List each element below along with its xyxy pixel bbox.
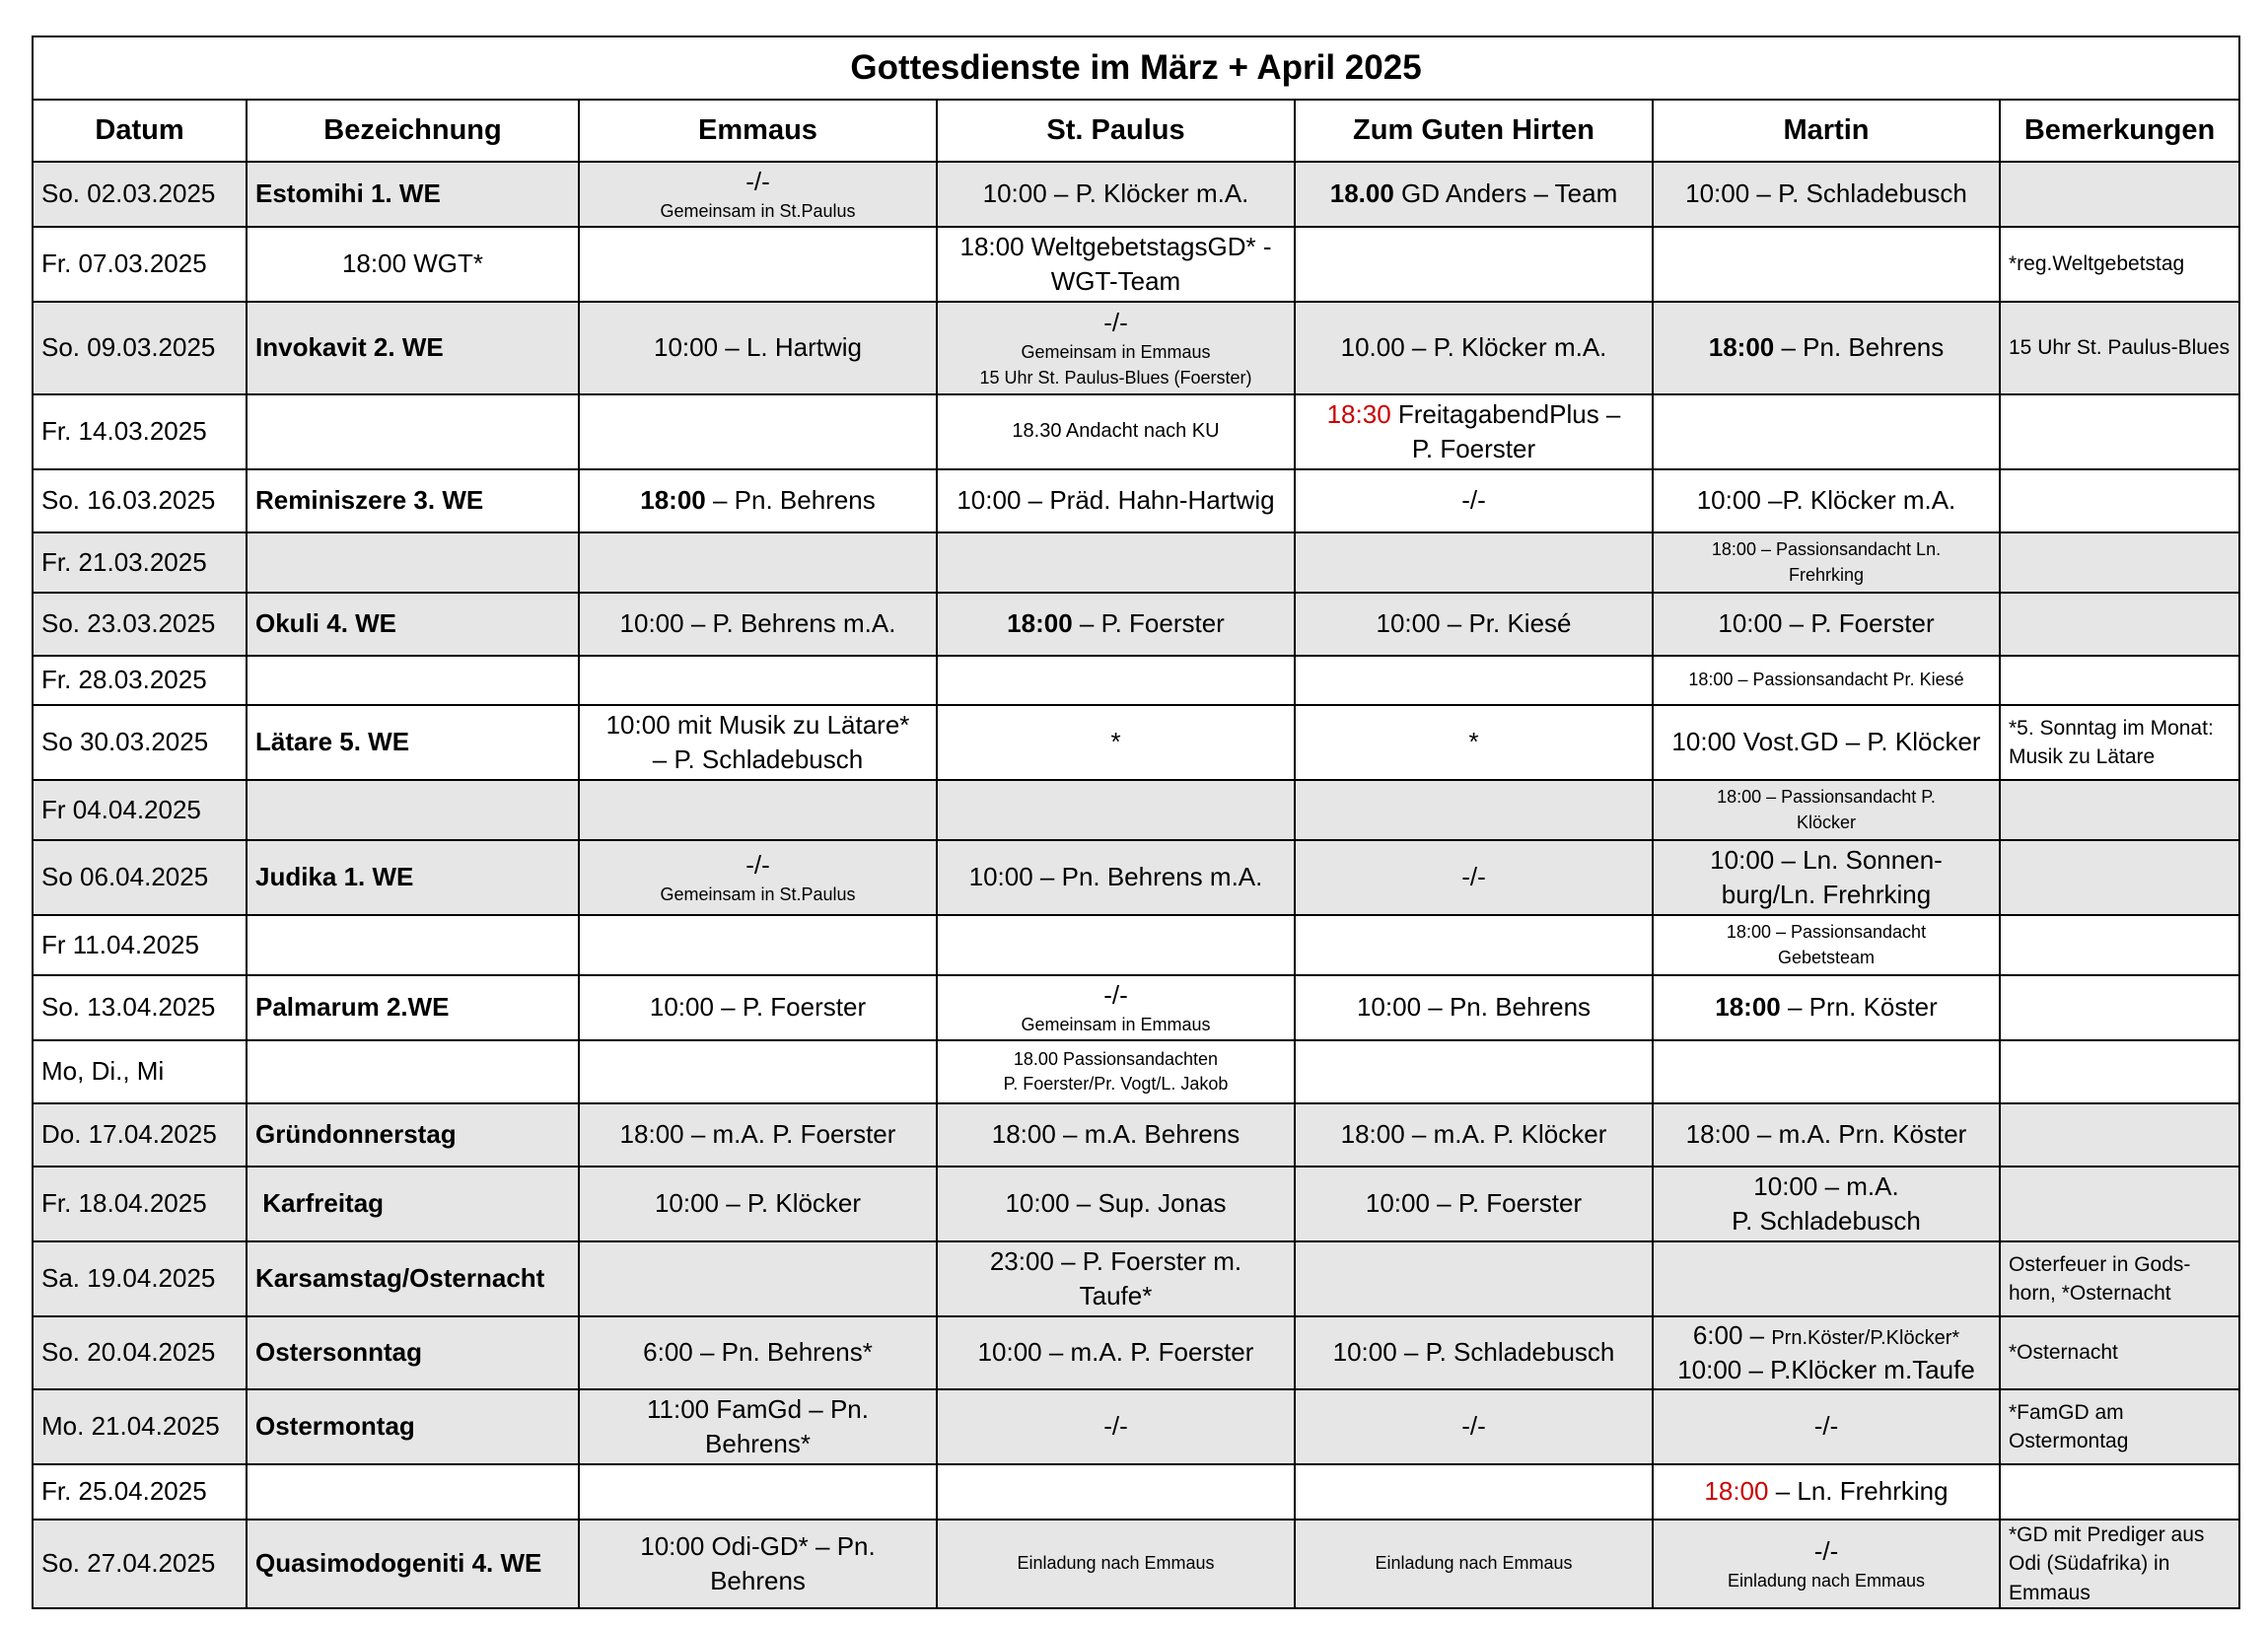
time-bold: 18:00: [1708, 332, 1775, 363]
service-text: -/-: [1103, 308, 1128, 338]
st-paulus-cell: -/-: [937, 1389, 1295, 1464]
name-cell: [247, 915, 579, 975]
martin-cell: [1653, 1241, 2000, 1316]
table-row: [33, 1520, 2239, 1608]
service-text: 6:00 –: [1692, 1319, 1772, 1350]
remark-cell: *5. Sonntag im Monat: Musik zu Lätare: [2000, 705, 2239, 780]
service-schedule-table: [32, 35, 2240, 1609]
remark-cell: [2000, 532, 2239, 593]
remark-cell: [2000, 975, 2239, 1040]
service-text: -/-: [1103, 979, 1128, 1010]
st-paulus-cell: [937, 1040, 1295, 1103]
table-row: [33, 302, 2239, 394]
time-bold: 18:00: [1007, 608, 1073, 639]
name-cell: 18:00 WGT*: [247, 227, 579, 302]
name-cell: Ostermontag: [247, 1389, 579, 1464]
date-cell: So. 09.03.2025: [33, 302, 247, 394]
st-paulus-cell: 10:00 – Sup. Jonas: [937, 1167, 1295, 1241]
service-text: 23:00 – P. Foerster m.: [989, 1245, 1242, 1276]
remark-cell: [2000, 1167, 2239, 1241]
name-cell: [247, 780, 579, 840]
martin-cell: [1653, 1316, 2000, 1389]
service-note: Gebetsteam: [1777, 947, 1876, 967]
time-red: 18:30: [1326, 398, 1391, 429]
table-row: [33, 1241, 2239, 1316]
table-row: [33, 780, 2239, 840]
name-cell: Palmarum 2.WE: [247, 975, 579, 1040]
emmaus-cell: [579, 162, 937, 227]
martin-cell: [1653, 840, 2000, 915]
remark-cell: 15 Uhr St. Paulus-Blues: [2000, 302, 2239, 394]
service-text: 18:00 WeltgebetstagsGD* -: [959, 231, 1272, 261]
service-text: – Prn. Köster: [1780, 992, 1938, 1023]
table-row: [33, 469, 2239, 532]
emmaus-cell: [579, 532, 937, 593]
emmaus-cell: [579, 1040, 937, 1103]
remark-cell: *Osternacht: [2000, 1316, 2239, 1389]
service-text: GD Anders – Team: [1393, 178, 1618, 209]
table-row: [33, 227, 2239, 302]
service-note: 18:00 – Passionsandacht Ln.: [1711, 539, 1942, 560]
service-text: 10:00 – Ln. Sonnen-: [1710, 844, 1943, 875]
date-cell: So. 27.04.2025: [33, 1520, 247, 1608]
st-paulus-cell: [937, 780, 1295, 840]
time-bold: 18:00: [640, 485, 706, 516]
date-cell: So 06.04.2025: [33, 840, 247, 915]
emmaus-note: Gemeinsam in St.Paulus: [660, 884, 856, 905]
table-row: [33, 593, 2239, 656]
martin-cell: 10:00 –P. Klöcker m.A.: [1653, 469, 2000, 532]
service-text: -/-: [1813, 1535, 1839, 1566]
emmaus-note: Gemeinsam in St.Paulus: [660, 201, 856, 222]
service-note: Einladung nach Emmaus: [1017, 1553, 1215, 1574]
guten-hirten-cell: *: [1295, 705, 1653, 780]
column-header-bezeichnung: Bezeichnung: [247, 100, 579, 162]
service-note: Einladung nach Emmaus: [1375, 1553, 1573, 1574]
emmaus-cell: 10:00 – P. Foerster: [579, 975, 937, 1040]
date-cell: Fr. 28.03.2025: [33, 656, 247, 705]
name-cell: Karsamstag/Osternacht: [247, 1241, 579, 1316]
st-paulus-cell: [937, 975, 1295, 1040]
service-text: Behrens: [710, 1566, 806, 1596]
name-cell: Ostersonntag: [247, 1316, 579, 1389]
remark-cell: [2000, 162, 2239, 227]
martin-cell: [1653, 1040, 2000, 1103]
date-cell: Fr 04.04.2025: [33, 780, 247, 840]
date-cell: Fr. 25.04.2025: [33, 1464, 247, 1520]
date-cell: Sa. 19.04.2025: [33, 1241, 247, 1316]
time-bold: 18.00: [1329, 178, 1394, 209]
emmaus-cell: 10:00 – P. Behrens m.A.: [579, 593, 937, 656]
name-cell: Gründonnerstag: [247, 1103, 579, 1167]
martin-cell: [1653, 227, 2000, 302]
guten-hirten-cell: 10.00 – P. Klöcker m.A.: [1295, 302, 1653, 394]
guten-hirten-cell: 10:00 – P. Foerster: [1295, 1167, 1653, 1241]
name-cell: Reminiszere 3. WE: [247, 469, 579, 532]
guten-hirten-cell: [1295, 394, 1653, 469]
date-cell: Mo, Di., Mi: [33, 1040, 247, 1103]
emmaus-cell: [579, 394, 937, 469]
emmaus-cell: [579, 1389, 937, 1464]
st-paulus-cell: [937, 1520, 1295, 1608]
guten-hirten-cell: [1295, 780, 1653, 840]
martin-cell: [1653, 1464, 2000, 1520]
service-note: Frehrking: [1788, 564, 1865, 585]
martin-cell: [1653, 1520, 2000, 1608]
st-paulus-cell: 10:00 – P. Klöcker m.A.: [937, 162, 1295, 227]
service-text: P. Foerster: [1411, 434, 1536, 463]
st-paulus-cell: *: [937, 705, 1295, 780]
guten-hirten-cell: [1295, 915, 1653, 975]
guten-hirten-cell: 18:00 – m.A. P. Klöcker: [1295, 1103, 1653, 1167]
date-cell: Fr. 07.03.2025: [33, 227, 247, 302]
guten-hirten-cell: 10:00 – P. Schladebusch: [1295, 1316, 1653, 1389]
st-paulus-cell: [937, 656, 1295, 705]
emmaus-cell: [579, 840, 937, 915]
service-text: Taufe*: [1079, 1281, 1153, 1310]
date-cell: So. 13.04.2025: [33, 975, 247, 1040]
emmaus-cell: [579, 915, 937, 975]
st-paulus-cell: [937, 1241, 1295, 1316]
service-text: burg/Ln. Frehrking: [1721, 880, 1932, 909]
emmaus-cell: 10:00 – P. Klöcker: [579, 1167, 937, 1241]
remark-cell: [2000, 840, 2239, 915]
date-cell: Fr. 21.03.2025: [33, 532, 247, 593]
guten-hirten-cell: -/-: [1295, 840, 1653, 915]
remark-cell: [2000, 593, 2239, 656]
date-cell: So. 02.03.2025: [33, 162, 247, 227]
st-paulus-cell: [937, 532, 1295, 593]
service-note: 15 Uhr St. Paulus-Blues (Foerster): [979, 367, 1252, 388]
service-text: 11:00 FamGd – Pn.: [647, 1393, 869, 1424]
martin-cell: -/-: [1653, 1389, 2000, 1464]
remark-cell: [2000, 1103, 2239, 1167]
guten-hirten-cell: [1295, 1464, 1653, 1520]
martin-cell: [1653, 656, 2000, 705]
service-note: Gemeinsam in Emmaus: [1021, 342, 1211, 363]
emmaus-cell: [579, 469, 937, 532]
emmaus-cell: [579, 656, 937, 705]
st-paulus-cell: 18.30 Andacht nach KU: [937, 394, 1295, 469]
time-bold: 18:00: [1715, 992, 1781, 1023]
emmaus-cell: 6:00 – Pn. Behrens*: [579, 1316, 937, 1389]
name-cell: [247, 394, 579, 469]
guten-hirten-cell: -/-: [1295, 469, 1653, 532]
date-cell: So. 20.04.2025: [33, 1316, 247, 1389]
column-header-emmaus: Emmaus: [579, 100, 937, 162]
table-row: [33, 1316, 2239, 1389]
service-note: Einladung nach Emmaus: [1727, 1571, 1926, 1592]
emmaus-cell: [579, 1520, 937, 1608]
remark-cell: [2000, 469, 2239, 532]
column-header-zum-guten-hirten: Zum Guten Hirten: [1295, 100, 1653, 162]
remark-cell: [2000, 915, 2239, 975]
service-note: 18:00 – Passionsandacht P.: [1717, 787, 1936, 808]
emmaus-cell: 18:00 – m.A. P. Foerster: [579, 1103, 937, 1167]
table-row: [33, 1464, 2239, 1520]
emmaus-cell: [579, 1241, 937, 1316]
date-cell: Do. 17.04.2025: [33, 1103, 247, 1167]
guten-hirten-cell: [1295, 532, 1653, 593]
column-header-martin: Martin: [1653, 100, 2000, 162]
martin-cell: [1653, 915, 2000, 975]
table-row: [33, 1167, 2239, 1241]
guten-hirten-cell: -/-: [1295, 1389, 1653, 1464]
guten-hirten-cell: 10:00 – Pn. Behrens: [1295, 975, 1653, 1040]
st-paulus-cell: 10:00 – Pn. Behrens m.A.: [937, 840, 1295, 915]
service-text: – P. Schladebusch: [652, 744, 864, 774]
st-paulus-cell: [937, 1464, 1295, 1520]
service-note: 18:00 – Passionsandacht Pr. Kiesé: [1688, 670, 1964, 690]
name-cell: Okuli 4. WE: [247, 593, 579, 656]
st-paulus-cell: [937, 227, 1295, 302]
emmaus-cell: [579, 1464, 937, 1520]
service-note: Klöcker: [1796, 812, 1857, 832]
name-cell: Judika 1. WE: [247, 840, 579, 915]
service-text: P. Schladebusch: [1732, 1206, 1921, 1236]
service-text: – Pn. Behrens: [1774, 332, 1945, 363]
table-row: [33, 1040, 2239, 1103]
remark-cell: [2000, 780, 2239, 840]
remark-cell: [2000, 656, 2239, 705]
emmaus-text: -/-: [745, 166, 770, 196]
st-paulus-cell: 18:00 – m.A. Behrens: [937, 1103, 1295, 1167]
service-text: 10:00 – P.Klöcker m.Taufe: [1677, 1355, 1975, 1384]
time-red: 18:00: [1704, 1476, 1769, 1507]
table-row: [33, 162, 2239, 227]
name-cell: Quasimodogeniti 4. WE: [247, 1520, 579, 1608]
martin-cell: [1653, 394, 2000, 469]
st-paulus-cell: [937, 593, 1295, 656]
column-header-st-paulus: St. Paulus: [937, 100, 1295, 162]
remark-cell: *FamGD am Ostermontag: [2000, 1389, 2239, 1464]
st-paulus-cell: [937, 915, 1295, 975]
emmaus-cell: [579, 227, 937, 302]
service-note: 18:00 – Passionsandacht: [1726, 922, 1927, 943]
remark-cell: [2000, 394, 2239, 469]
table-row: [33, 394, 2239, 469]
service-note: 18.00 Passionsandachten: [1013, 1048, 1219, 1069]
martin-cell: [1653, 532, 2000, 593]
martin-cell: [1653, 780, 2000, 840]
name-cell: [247, 532, 579, 593]
martin-cell: [1653, 975, 2000, 1040]
guten-hirten-cell: [1295, 1241, 1653, 1316]
column-header-bemerkungen: Bemerkungen: [2000, 100, 2239, 162]
table-row: [33, 1103, 2239, 1167]
name-cell: [247, 656, 579, 705]
service-note: Gemeinsam in Emmaus: [1021, 1015, 1211, 1035]
remark-cell: [2000, 1464, 2239, 1520]
date-cell: So. 16.03.2025: [33, 469, 247, 532]
service-text: – Ln. Frehrking: [1768, 1476, 1949, 1507]
service-text: – Pn. Behrens: [705, 485, 876, 516]
remark-cell: Osterfeuer in Gods-horn, *Osternacht: [2000, 1241, 2239, 1316]
date-cell: So. 23.03.2025: [33, 593, 247, 656]
table-row: [33, 1389, 2239, 1464]
guten-hirten-cell: [1295, 1040, 1653, 1103]
guten-hirten-cell: 10:00 – Pr. Kiesé: [1295, 593, 1653, 656]
guten-hirten-cell: [1295, 162, 1653, 227]
service-text: WGT-Team: [1050, 266, 1181, 296]
table-row: [33, 840, 2239, 915]
date-cell: Fr 11.04.2025: [33, 915, 247, 975]
table-row: [33, 656, 2239, 705]
guten-hirten-cell: [1295, 656, 1653, 705]
service-text: – P. Foerster: [1072, 608, 1225, 639]
table-row: [33, 532, 2239, 593]
schedule-title: Gottesdienste im März + April 2025: [33, 36, 2239, 100]
name-cell: Estomihi 1. WE: [247, 162, 579, 227]
remark-cell: [2000, 1040, 2239, 1103]
service-note: P. Foerster/Pr. Vogt/L. Jakob: [1003, 1074, 1229, 1094]
name-cell: [247, 1040, 579, 1103]
guten-hirten-cell: [1295, 227, 1653, 302]
name-cell: Karfreitag: [247, 1167, 579, 1241]
date-cell: Fr. 18.04.2025: [33, 1167, 247, 1241]
martin-cell: 18:00 – m.A. Prn. Köster: [1653, 1103, 2000, 1167]
remark-cell: *GD mit Prediger aus Odi (Südafrika) in Emmaus: [2000, 1520, 2239, 1608]
date-cell: So 30.03.2025: [33, 705, 247, 780]
emmaus-cell: [579, 780, 937, 840]
remark-cell: *reg.Weltgebetstag: [2000, 227, 2239, 302]
service-text: 10:00 Odi-GD* – Pn.: [640, 1530, 876, 1561]
emmaus-cell: [579, 705, 937, 780]
martin-cell: 10:00 – P. Foerster: [1653, 593, 2000, 656]
service-text: 10:00 – m.A.: [1753, 1170, 1899, 1201]
table-row: [33, 915, 2239, 975]
name-cell: Invokavit 2. WE: [247, 302, 579, 394]
table-row: [33, 705, 2239, 780]
martin-cell: [1653, 302, 2000, 394]
st-paulus-cell: [937, 302, 1295, 394]
service-text: Prn.Köster/P.Klöcker*: [1771, 1326, 1960, 1349]
name-cell: Lätare 5. WE: [247, 705, 579, 780]
martin-cell: [1653, 1167, 2000, 1241]
column-header-datum: Datum: [33, 100, 247, 162]
guten-hirten-cell: [1295, 1520, 1653, 1608]
service-text: 10:00 mit Musik zu Lätare*: [605, 709, 910, 740]
martin-cell: 10:00 – P. Schladebusch: [1653, 162, 2000, 227]
service-text: Behrens*: [705, 1429, 811, 1458]
emmaus-text: -/-: [745, 849, 770, 880]
date-cell: Fr. 14.03.2025: [33, 394, 247, 469]
service-text: FreitagabendPlus –: [1390, 398, 1621, 429]
name-cell: [247, 1464, 579, 1520]
date-cell: Mo. 21.04.2025: [33, 1389, 247, 1464]
emmaus-cell: 10:00 – L. Hartwig: [579, 302, 937, 394]
st-paulus-cell: 10:00 – Präd. Hahn-Hartwig: [937, 469, 1295, 532]
st-paulus-cell: 10:00 – m.A. P. Foerster: [937, 1316, 1295, 1389]
table-row: [33, 975, 2239, 1040]
martin-cell: 10:00 Vost.GD – P. Klöcker: [1653, 705, 2000, 780]
